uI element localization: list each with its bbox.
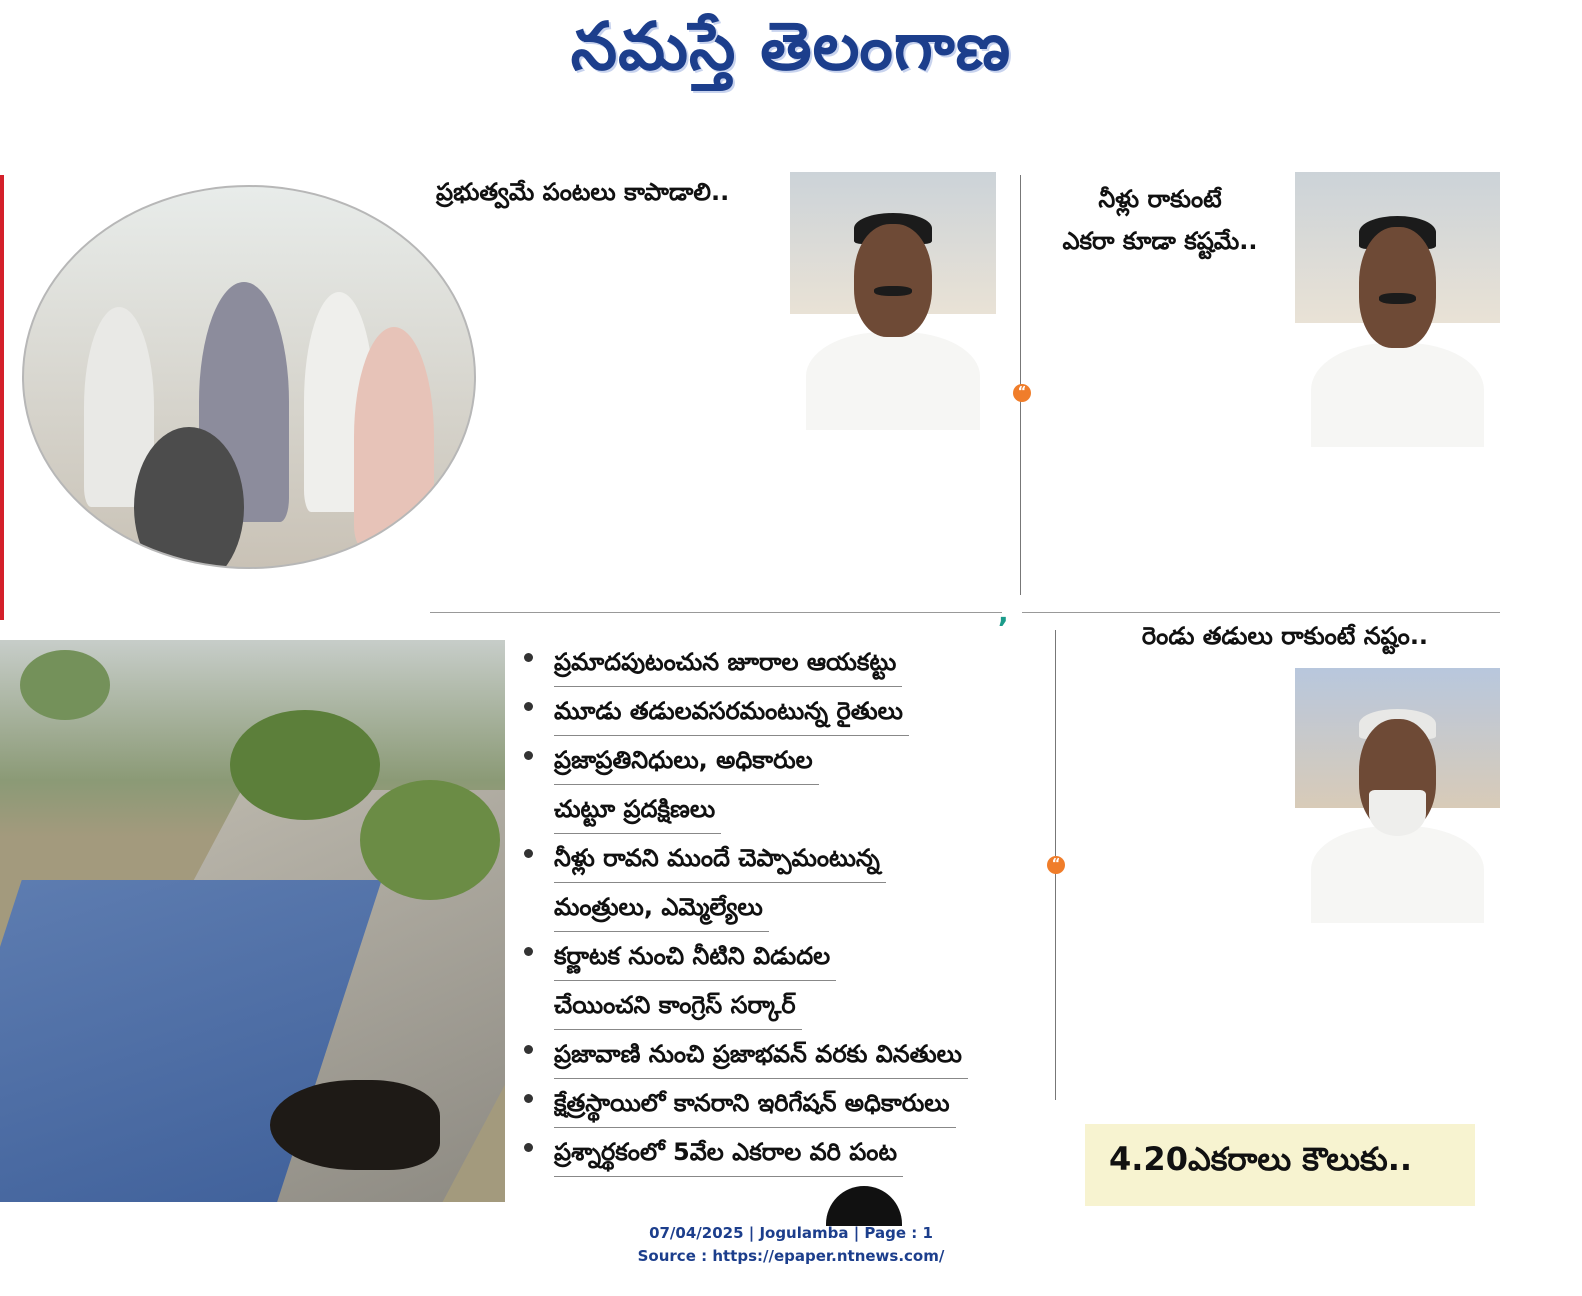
bullet-line: ప్రజావాణి నుంచి ప్రజాభవన్ వరకు వినతులు <box>554 1030 968 1079</box>
page-marker-icon <box>826 1186 902 1226</box>
quote-end-icon: , <box>998 596 1009 629</box>
article-1-portrait <box>790 172 996 430</box>
article-2-heading-line-1: నీళ్లు రాకుంటే <box>1098 185 1222 213</box>
masthead <box>0 8 1582 101</box>
footer-edition: 07/04/2025 | Jogulamba | Page : 1 <box>649 1224 933 1242</box>
farmers-meeting-photo <box>22 185 476 569</box>
bullet-item <box>522 932 1042 1030</box>
masthead-title: నమస్తే తెలంగాణ <box>570 8 1012 85</box>
bullet-item <box>522 736 1042 834</box>
footer-source: Source : https://epaper.ntnews.com/ <box>637 1247 945 1265</box>
section-edge-rule <box>0 175 4 620</box>
bullet-item <box>522 638 1042 687</box>
article-1-heading: ప్రభుత్వమే పంటలు కాపాడాలి.. <box>436 178 730 206</box>
bullet-item <box>522 1128 1042 1177</box>
crowd-figure <box>354 327 434 547</box>
quote-icon: “ <box>1047 856 1065 874</box>
bullet-item <box>522 1079 1042 1128</box>
bullet-item <box>522 687 1042 736</box>
bullet-item <box>522 834 1042 932</box>
bullet-line: క్షేత్రస్థాయిలో కానరాని ఇరిగేషన్ అధికారులు <box>554 1079 956 1128</box>
bullet-line: కర్ణాటక నుంచి నీటిని విడుదల <box>554 932 836 981</box>
article-2-heading <box>1035 178 1285 262</box>
bullet-line: మూడు తడులవసరమంటున్న రైతులు <box>554 687 909 736</box>
section-divider <box>1022 612 1500 613</box>
article-3-heading: రెండు తడులు రాకుంటే నష్టం.. <box>1141 622 1429 650</box>
quote-icon: “ <box>1013 384 1031 402</box>
teaser-title: 4.20ఎకరాలు కౌలుకు.. <box>1109 1140 1413 1178</box>
article-2-portrait <box>1295 172 1500 447</box>
bullet-line: ప్రమాదపుటంచున జూరాల ఆయకట్టు <box>554 638 902 687</box>
bullet-line: చుట్టూ ప్రదక్షిణలు <box>554 785 721 834</box>
next-article-teaser <box>1085 1124 1475 1206</box>
canal-photo <box>0 640 505 1202</box>
bullet-line: ప్రశ్నార్థకంలో 5వేల ఎకరాల వరి పంట <box>554 1128 903 1177</box>
highlight-bullets <box>522 638 1042 1177</box>
bullet-item <box>522 1030 1042 1079</box>
bullet-line: నీళ్లు రావని ముందే చెప్పామంటున్న <box>554 834 886 883</box>
article-3-portrait <box>1295 668 1500 923</box>
bullet-line: మంత్రులు, ఎమ్మెల్యేలు <box>554 883 769 932</box>
bullet-line: చేయించని కాంగ్రెస్ సర్కార్ <box>554 981 802 1030</box>
section-divider <box>430 612 1002 613</box>
page-footer <box>0 1222 1582 1268</box>
article-2-heading-line-2: ఎకరా కూడా కష్టమే.. <box>1062 227 1258 255</box>
bullet-line: ప్రజాప్రతినిధులు, అధికారుల <box>554 736 819 785</box>
